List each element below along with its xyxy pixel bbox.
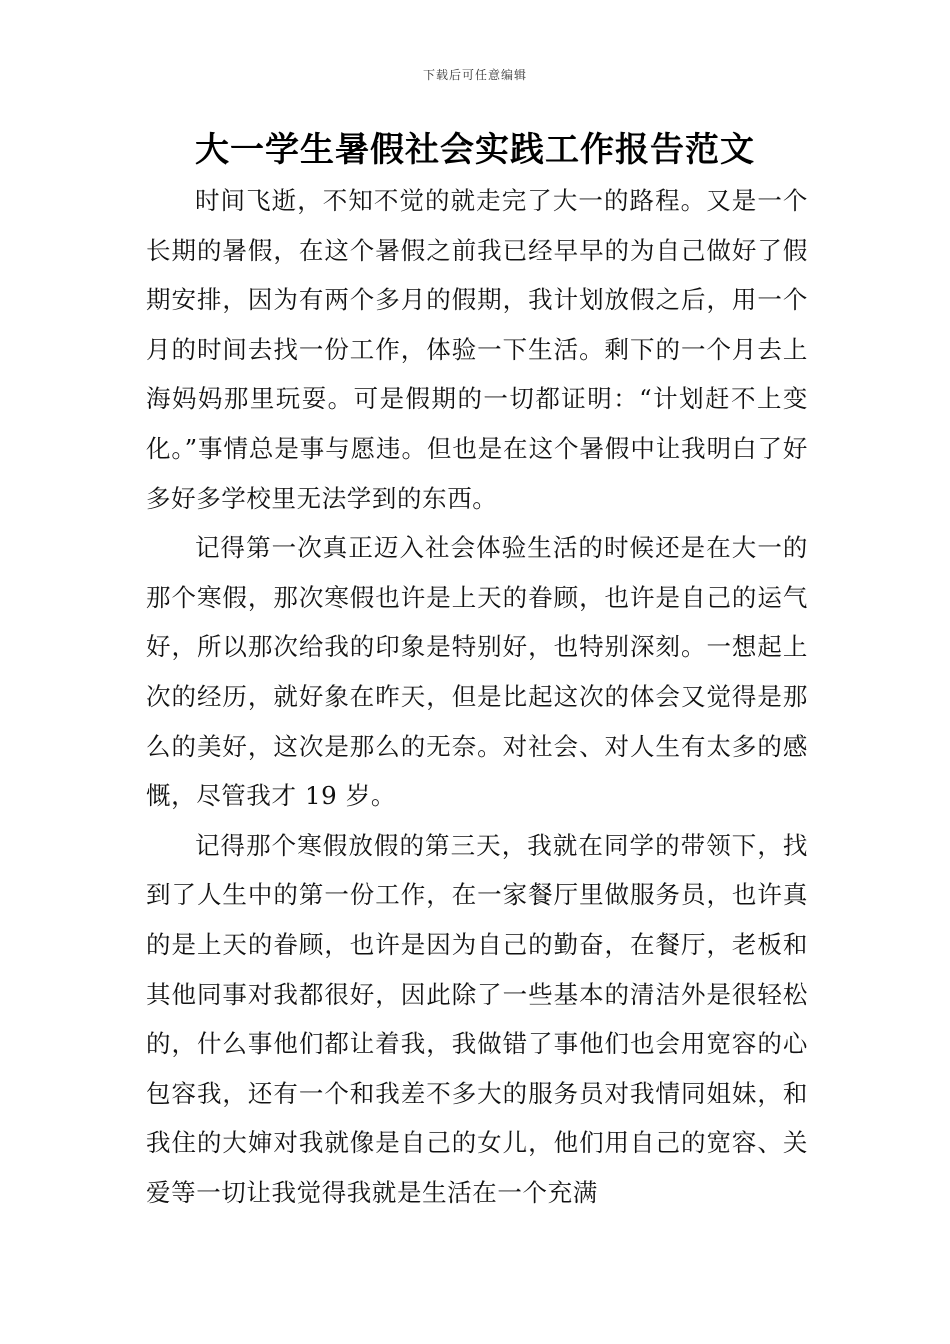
paragraph: 时间飞逝，不知不觉的就走完了大一的路程。又是一个长期的暑假，在这个暑假之前我已经早早的为自己做好了假期安排，因为有两个多月的假期，我计划放假之后，用一个月的时间去找一份工作，体验一下生活。剩下的一个月去上海妈妈那里玩耍。可是假期的一切都证明：“计划赶不上变化。”事情总是事与愿违。但也是在这个暑假中让我明白了好多好多学校里无法学到的东西。: [146, 186, 808, 513]
paragraph: 记得那个寒假放假的第三天，我就在同学的带领下，找到了人生中的第一份工作，在一家餐厅里做服务员，也许真的是上天的眷顾，也许是因为自己的勤奋，在餐厅，老板和其他同事对我都很好，因此除了一些基本的清洁外是很轻松的，什么事他们都让着我，我做错了事他们也会用宽容的心包容我，还有一个和我差不多大的服务员对我情同姐妹，和我住的大婶对我就像是自己的女儿，他们用自己的宽容、关爱等一切让我觉得我就是生活在一个充满: [146, 830, 808, 1207]
document-body: [146, 176, 808, 1217]
header-note: 下载后可任意编辑: [422, 68, 527, 82]
document-title: 大一学生暑假社会实践工作报告范文: [195, 130, 755, 170]
paragraph: 记得第一次真正迈入社会体验生活的时候还是在大一的那个寒假，那次寒假也许是上天的眷顾，也许是自己的运气好，所以那次给我的印象是特别好，也特别深刻。一想起上次的经历，就好象在昨天，但是比起这次的体会又觉得是那么的美好，这次是那么的无奈。对社会、对人生有太多的感慨，尽管我才 19 岁。: [146, 533, 808, 811]
